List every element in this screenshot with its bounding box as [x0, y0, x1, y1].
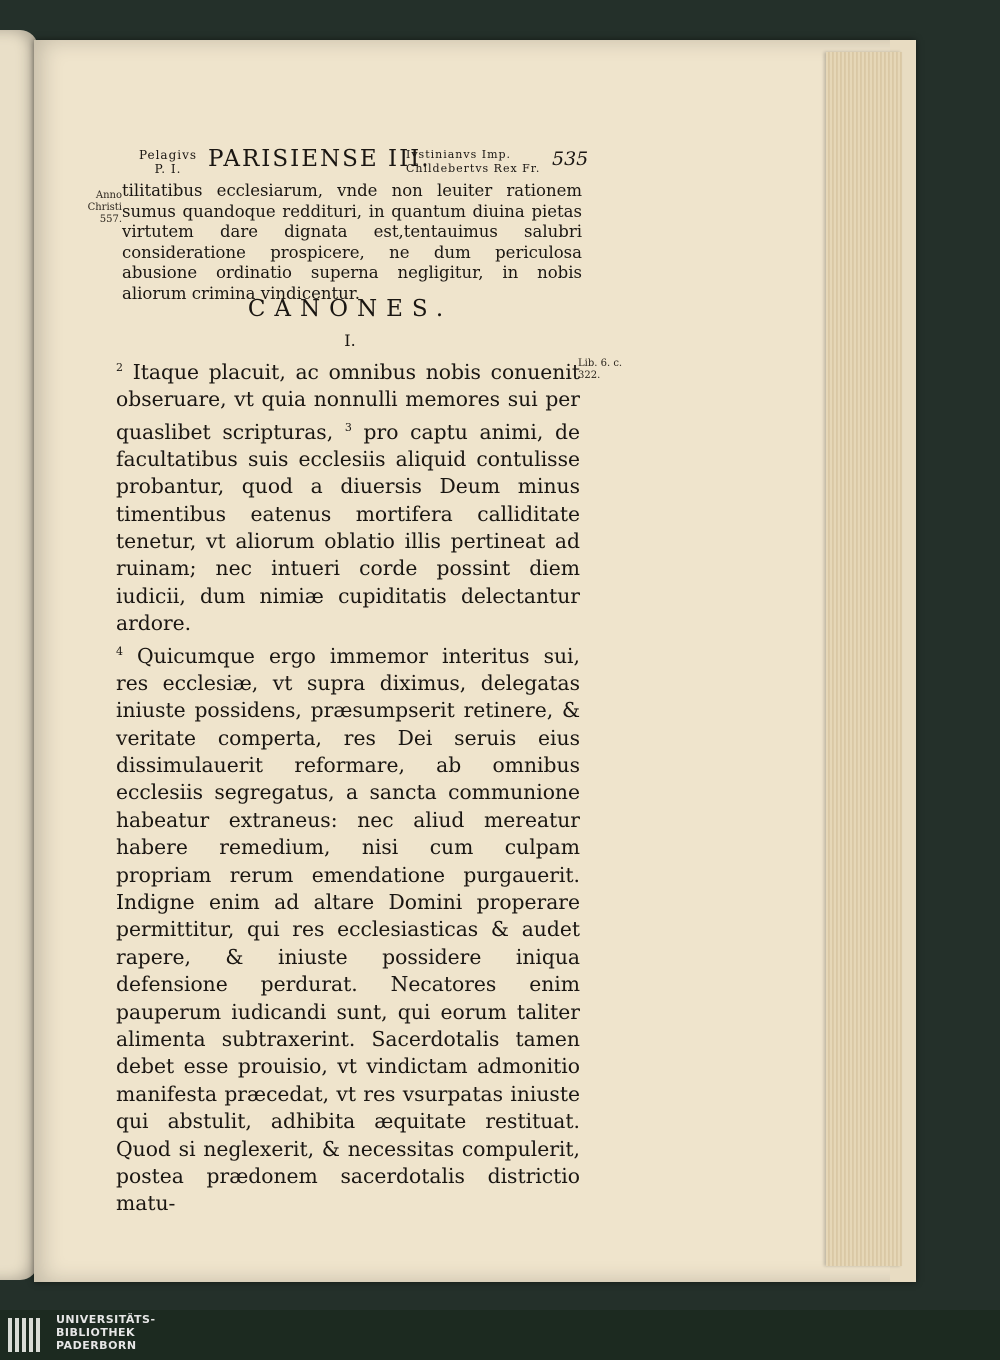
- page-number: 535: [552, 148, 589, 170]
- canon-text-segment: Itaque placuit, ac omnibus nobis conuenit obseruare, vt quia nonnulli memores sui per quaslibet scripturas,: [116, 359, 580, 444]
- header-title: PARISIENSE III.: [208, 146, 431, 172]
- header-emperor: Ivstinianvs Imp.: [406, 148, 512, 161]
- canon-number: I.: [344, 331, 356, 350]
- canon-text: [116, 354, 580, 1218]
- lib-page: 322.: [578, 370, 601, 381]
- note-marker: 3: [344, 420, 352, 434]
- library-logo-text: [56, 1313, 156, 1352]
- year-label: 557.: [99, 214, 122, 225]
- header-pope-name: Pelagivs: [138, 148, 198, 162]
- logo-line-2: BIBLIOTHEK: [56, 1326, 136, 1339]
- intro-text: tilitatibus ecclesiarum, vnde non leuiter rationem sumus quandoque reddituri, in quantum diuina pietas virtutem dare dignata est,tentauimus salubri consideratione prospicere, ne dum periculosa abusione ordinatio superna negligitur, in nobis aliorum crimina vindicentur.: [122, 181, 582, 303]
- left-page-edge: [0, 30, 38, 1280]
- anno-label: Anno: [95, 190, 122, 201]
- header-pope-number: P. I.: [154, 162, 182, 176]
- page-stack-edge: [826, 52, 902, 1266]
- header-rulers: [406, 148, 540, 176]
- christi-label: Christi: [87, 202, 122, 213]
- canon-paragraph: [116, 354, 580, 638]
- header-king: Childebertvs Rex Fr.: [406, 162, 541, 175]
- canon-text-segment: pro captu animi, de facultatibus suis ecclesiis aliquid contulisse probantur, quod a diuersis Deum minus timentibus eatenus mortifera calliditate tenetur, vt aliorum oblatio illis pertineat ad ruinam; nec intueri corde possint diem iudicii, dum nimiæ cupiditatis delectantur ardore.: [116, 419, 580, 636]
- logo-line-3: PADERBORN: [56, 1339, 137, 1352]
- header-pope: [130, 148, 206, 176]
- year-side-note: [64, 190, 122, 226]
- canon-paragraph: [116, 638, 580, 1218]
- note-marker: 4: [116, 644, 123, 658]
- note-marker: 2: [116, 361, 123, 374]
- library-footer: [0, 1310, 1000, 1360]
- canon-text-segment: Quicumque ergo immemor interitus sui, res ecclesiæ, vt supra diximus, delegatas iniuste possidens, præsumpserit retinere, & veritate comperta, res Dei seruis eius dissimulauerit reformare, ab omnibus ecclesiis segregatus, a sancta communione habeatur extraneus: nec aliud mereatur habere remedium, nisi cum culpam propriam rerum emendatione purgauerit. Indigne enim ad altare Domini properare permittitur, qui res ecclesiasticas & audet rapere, & iniuste possidere iniqua defensione perdurat. Necatores enim pauperum iudicandi sunt, qui eorum taliter alimenta subtraxerint. Sacerdotalis tamen debet esse prouisio, vt vindictam admonitio manifesta præcedat, vt res vsurpatas iniuste qui abstulit, adhibita æquitate restituat. Quod si neglexerit, & necessitas compulerit, postea prædonem sacerdotalis districtio matu-: [116, 643, 580, 1216]
- library-logo-icon: [8, 1318, 48, 1352]
- lib-reference: Lib. 6. c.: [578, 358, 623, 369]
- section-heading: CANONES.: [247, 296, 453, 322]
- logo-line-1: UNIVERSITÄTS-: [56, 1313, 156, 1326]
- reference-side-note: [578, 358, 638, 382]
- intro-paragraph: [122, 181, 582, 304]
